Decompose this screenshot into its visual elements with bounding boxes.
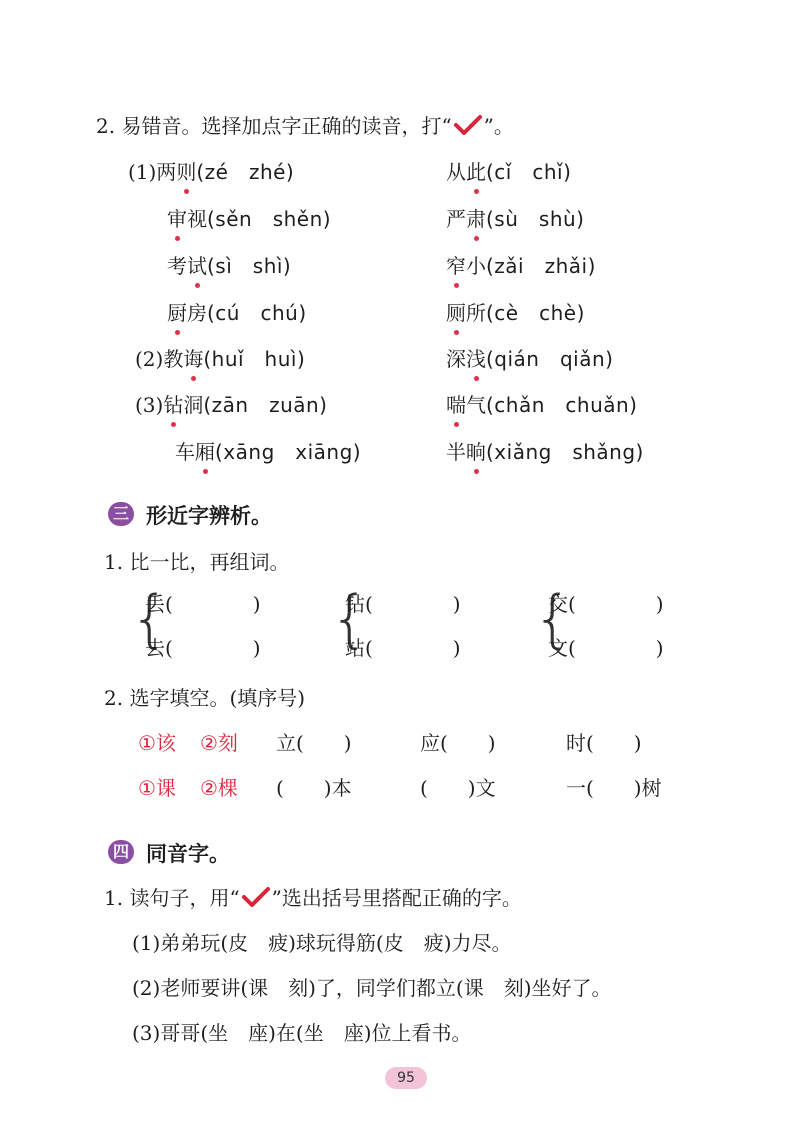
- compare-item: 文( ): [548, 636, 664, 660]
- pinyin-item: [167, 206, 331, 232]
- fill-blank: 一( )树: [566, 776, 662, 800]
- pinyin-item: [446, 159, 571, 185]
- item-char: 半: [446, 440, 466, 464]
- brace: {: [130, 582, 170, 655]
- pinyin-item: [446, 392, 638, 418]
- question-3-1-label: 1. 比一比，再组词。: [104, 550, 290, 574]
- dotted-char: 窄: [446, 254, 466, 278]
- item-char: 车: [175, 440, 195, 464]
- dotted-char: 厢: [195, 440, 215, 464]
- pinyin-item: [446, 253, 596, 279]
- option-2: ②棵: [200, 776, 238, 800]
- section-badge-3: 三: [108, 502, 134, 526]
- pinyin-options: (zān zuān): [203, 393, 328, 417]
- item-char: 小: [466, 254, 486, 278]
- sentence: (3)哥哥(坐 座)在(坐 座)位上看书。: [132, 1021, 472, 1045]
- fill-blank: 立( ): [276, 731, 352, 755]
- pinyin-item: [167, 300, 307, 326]
- pinyin-options: (chǎn chuǎn): [486, 393, 638, 417]
- dotted-char: 浅: [466, 347, 486, 371]
- pinyin-options: (xāng xiāng): [215, 440, 362, 464]
- item-char: 所: [466, 301, 486, 325]
- fill-blank: ( )本: [276, 776, 352, 800]
- pinyin-item: [128, 159, 294, 185]
- dotted-char: 厨: [167, 301, 187, 325]
- fill-blank: 应( ): [420, 731, 496, 755]
- item-char: 深: [446, 347, 466, 371]
- pinyin-options: (huǐ huì): [203, 347, 306, 371]
- page-number: 95: [385, 1067, 427, 1089]
- pinyin-item: [446, 439, 644, 465]
- item-char: 严: [446, 207, 466, 231]
- pinyin-options: (zé zhé): [196, 160, 295, 184]
- item-char: 两: [156, 160, 177, 184]
- pinyin-item: [446, 206, 584, 232]
- dotted-char: 诲: [183, 347, 204, 371]
- compare-item: 站( ): [345, 636, 461, 660]
- pinyin-options: (cè chè): [486, 301, 585, 325]
- item-char: 房: [187, 301, 207, 325]
- item-number: (1): [128, 160, 157, 184]
- dotted-char: 晌: [466, 440, 486, 464]
- sentence: (1)弟弟玩(皮 疲)球玩得筋(皮 疲)力尽。: [132, 931, 512, 955]
- dotted-char: 试: [187, 254, 207, 278]
- option-1: ①课: [138, 776, 176, 800]
- pinyin-options: (xiǎng shǎng): [486, 440, 644, 464]
- dotted-char: 此: [466, 160, 486, 184]
- item-char: 视: [187, 207, 207, 231]
- pinyin-options: (sì shì): [207, 254, 292, 278]
- pinyin-item: [446, 346, 613, 372]
- item-char: 从: [446, 160, 466, 184]
- compare-item: 去( ): [145, 636, 261, 660]
- sentence: (2)老师要讲(课 刻)了，同学们都立(课 刻)坐好了。: [132, 976, 612, 1000]
- pinyin-options: (sù shù): [486, 207, 585, 231]
- question-2-prefix: 2. 易错音。选择加点字正确的读音，打“: [96, 114, 452, 138]
- red-check-icon: [242, 886, 270, 908]
- question-2-heading: [96, 113, 514, 139]
- dotted-char: 厕: [446, 301, 466, 325]
- dotted-char: 则: [176, 160, 197, 184]
- question-4-1-prefix: 1. 读句子，用“: [104, 886, 240, 910]
- dotted-char: 钻: [163, 393, 184, 417]
- pinyin-item: [175, 439, 361, 465]
- pinyin-options: (sěn shěn): [207, 207, 332, 231]
- question-4-1-heading: [104, 885, 522, 911]
- red-check-icon: [454, 114, 482, 136]
- pinyin-item: [135, 346, 305, 372]
- brace: {: [330, 582, 370, 655]
- pinyin-options: (qián qiǎn): [486, 347, 614, 371]
- brace: {: [533, 582, 573, 655]
- section-title-3: 形近字辨析。: [146, 504, 272, 528]
- item-char: 考: [167, 254, 187, 278]
- question-4-1-suffix: ”选出括号里搭配正确的字。: [271, 886, 522, 910]
- compare-item: 交( ): [548, 592, 664, 616]
- option-1: ①该: [138, 731, 176, 755]
- pinyin-options: (cǐ chǐ): [486, 160, 572, 184]
- pinyin-item: [167, 253, 291, 279]
- item-char: 洞: [183, 393, 204, 417]
- item-number: (2): [135, 347, 164, 371]
- item-char: 气: [466, 393, 486, 417]
- fill-blank: 时( ): [566, 731, 642, 755]
- section-badge-4: 四: [108, 840, 134, 864]
- pinyin-options: (cú chú): [207, 301, 307, 325]
- section-title-4: 同音字。: [146, 842, 230, 866]
- compare-item: 丢( ): [145, 592, 261, 616]
- dotted-char: 审: [167, 207, 187, 231]
- pinyin-item: [446, 300, 585, 326]
- question-2-suffix: ”。: [483, 114, 514, 138]
- item-char: 教: [163, 347, 184, 371]
- compare-item: 钻( ): [345, 592, 461, 616]
- question-3-2-label: 2. 选字填空。(填序号): [104, 686, 306, 710]
- option-2: ②刻: [200, 731, 238, 755]
- pinyin-options: (zǎi zhǎi): [486, 254, 596, 278]
- pinyin-item: [135, 392, 327, 418]
- dotted-char: 肃: [466, 207, 486, 231]
- dotted-char: 喘: [446, 393, 466, 417]
- item-number: (3): [135, 393, 164, 417]
- fill-blank: ( )文: [420, 776, 496, 800]
